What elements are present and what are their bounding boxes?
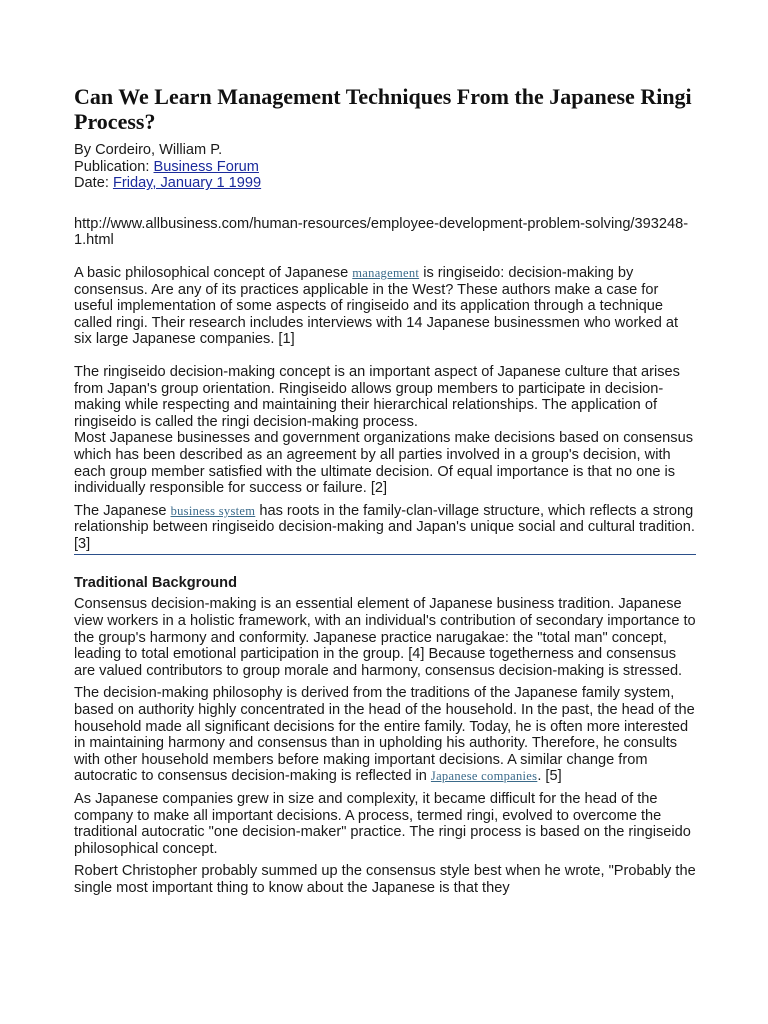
paragraph-business-system	[74, 503, 696, 553]
management-link[interactable]: management	[352, 265, 420, 280]
article-page	[74, 84, 696, 897]
article-title: Can We Learn Management Techniques From the Japanese Ringi Process?	[74, 84, 692, 134]
paragraph-text: The decision-making philosophy is derived from the traditions of the Japanese family system, based on authority highly concentrated in the head of the household. In the past, the head of the household made all significant decisions for the entire family. Today, he is often more interested in maintaining harmony and consensus than in upholding his authority. Therefore, he consults with other household members before making important decisions. A similar change from autocratic to consensus decision-making is reflected in	[74, 685, 695, 785]
section-divider	[74, 554, 696, 555]
paragraph-tradition: Consensus decision-making is an essential element of Japanese business tradition. Japanese view workers in a holistic framework, with an individual's contribution of secondary importance to the group's harmony and conformity. Japanese practice narugakae: the "total man" concept, leading to total emotional participation in the group. [4] Because togetherness and consensus are valued contributors to group morale and harmony, consensus decision-making is stressed.	[74, 596, 696, 679]
publication-label: Publication:	[74, 158, 154, 175]
date-link[interactable]: Friday, January 1 1999	[112, 175, 262, 192]
publication-line	[74, 159, 696, 176]
section-heading: Traditional Background	[74, 575, 237, 592]
paragraph-text: A basic philosophical concept of Japanese	[74, 264, 353, 281]
publication-link[interactable]: Business Forum	[153, 158, 259, 175]
paragraph-text: is ringiseido: decision-making by consensus. Are any of its practices applicable in the West? These authors make a case for useful implementation of some aspects of ringiseido and its application through a technique called ringi. Their research includes interviews with 14 Japanese businessmen who worked at six large Japanese companies. [1]	[74, 264, 679, 348]
business-system-link[interactable]: business system	[170, 503, 256, 518]
paragraph-consensus: Most Japanese businesses and government organizations make decisions based on consensus which has been described as an agreement by all parties involved in a group's decision, with each group member satisfied with the ultimate decision. Of equal importance is that no one is individually responsible for success or failure. [2]	[74, 430, 693, 497]
paragraph-ringiseido: The ringiseido decision-making concept is an important aspect of Japanese culture that arises from Japan's group orientation. Ringiseido allows group members to participate in decision-making while respecting and maintaining their hierarchical relationships. The application of ringiseido is called the ringi decision-making process.	[74, 363, 680, 430]
date-line	[74, 175, 696, 192]
paragraph-text: The Japanese	[74, 502, 171, 519]
byline: By Cordeiro, William P.	[74, 142, 223, 158]
source-url: http://www.allbusiness.com/human-resources/employee-development-problem-solving/393248-1.html	[74, 215, 689, 249]
paragraph-ringi-process: As Japanese companies grew in size and complexity, it became difficult for the head of the company to make all important decisions. A process, termed ringi, evolved to overcome the traditional autocratic "one decision-maker" practice. The ringi process is based on the ringiseido philosophical concept.	[74, 791, 691, 857]
date-label: Date:	[74, 175, 113, 192]
paragraph-intro	[74, 265, 696, 348]
paragraph-text: has roots in the family-clan-village structure, which reflects a strong relationship between ringiseido decision-making and Japan's unique social and cultural tradition. [3]	[74, 502, 695, 552]
paragraph-family-system	[74, 685, 696, 785]
paragraph-christopher-quote: Robert Christopher probably summed up the consensus style best when he wrote, "Probably the single most important thing to know about the Japanese is that they	[74, 863, 696, 896]
paragraph-text: . [5]	[537, 768, 562, 785]
japanese-companies-link[interactable]: Japanese companies	[430, 769, 538, 784]
